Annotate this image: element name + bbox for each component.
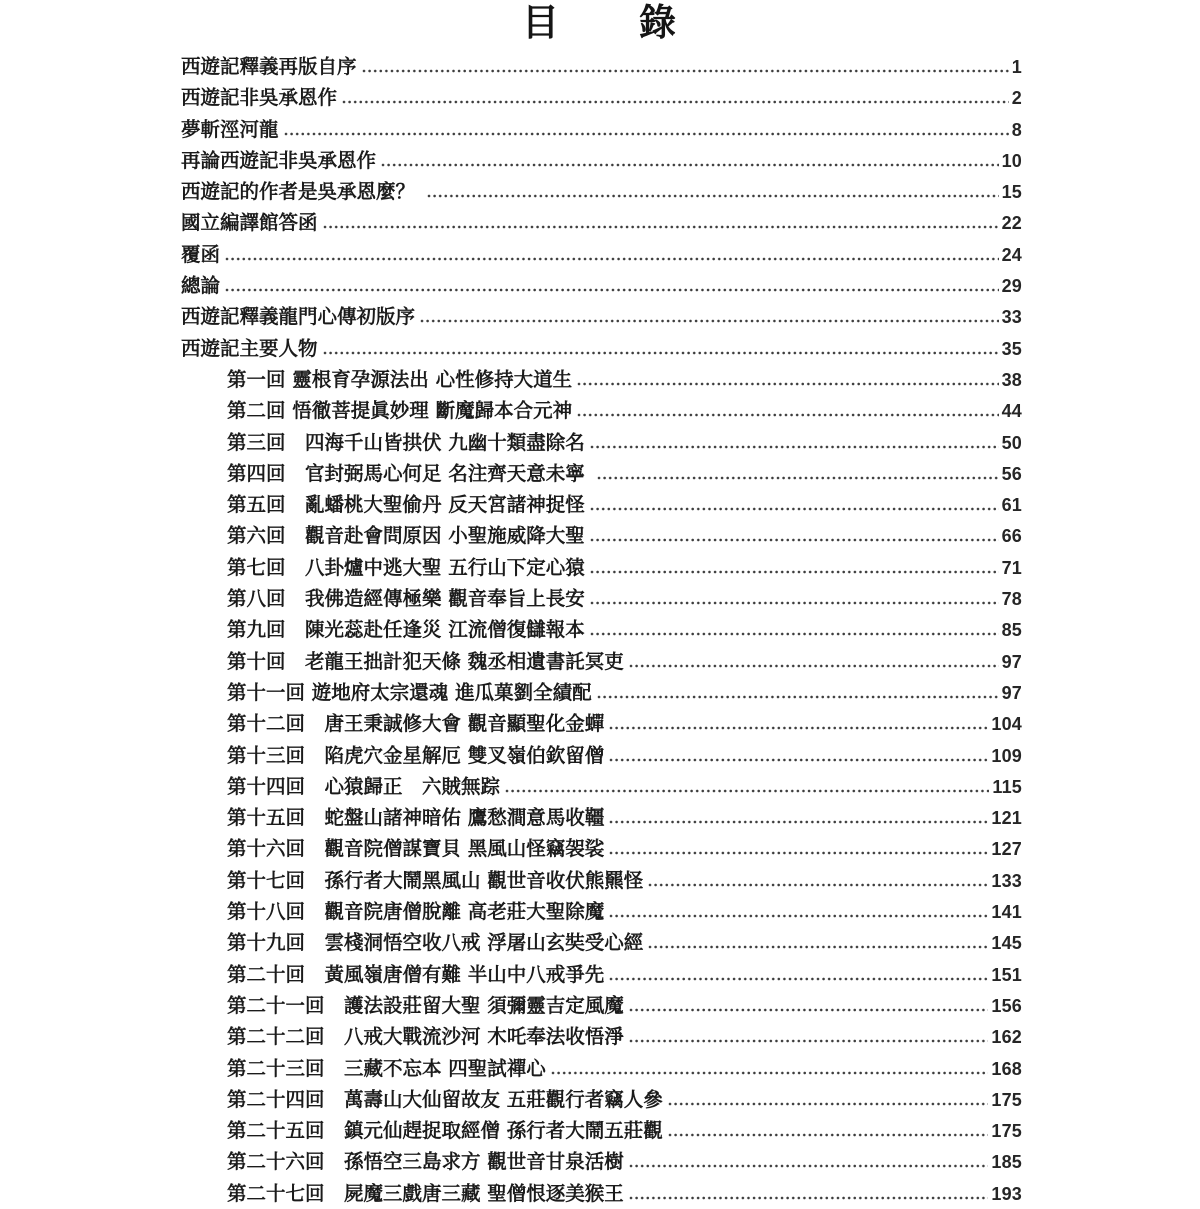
entry-title: 第三回 四海千山皆拱伏 九幽十類盡除名 <box>227 430 585 454</box>
toc-entry <box>181 708 1022 739</box>
dot-leader <box>609 977 988 981</box>
dot-leader <box>362 69 1009 73</box>
toc-entry <box>181 1178 1022 1209</box>
page-number: 162 <box>991 1027 1022 1048</box>
page-number: 50 <box>1001 432 1022 453</box>
toc-entry <box>181 239 1022 270</box>
toc-entry <box>181 333 1022 364</box>
page-number: 121 <box>991 808 1022 829</box>
page-number: 35 <box>1001 338 1022 359</box>
page-number: 141 <box>991 902 1022 923</box>
page-number: 22 <box>1001 213 1022 234</box>
entry-title: 第十二回 唐王秉誠修大會 觀音顯聖化金蟬 <box>227 712 605 736</box>
page-number: 168 <box>991 1058 1022 1079</box>
toc-entry <box>181 520 1022 551</box>
entry-title: 第七回 八卦爐中逃大聖 五行山下定心猿 <box>227 555 585 579</box>
page-number: 78 <box>1001 589 1022 610</box>
toc-entry <box>181 145 1022 176</box>
page-number: 85 <box>1001 620 1022 641</box>
toc-entry <box>181 959 1022 990</box>
dot-leader <box>590 445 999 449</box>
dot-leader <box>225 257 999 261</box>
dot-leader <box>590 570 999 574</box>
entry-title: 西遊記釋義龍門心傳初版序 <box>181 305 416 329</box>
dot-leader <box>225 288 999 292</box>
entry-title: 夢斬涇河龍 <box>181 117 279 141</box>
entry-title: 西遊記釋義再版自序 <box>181 55 357 78</box>
page-number: 145 <box>991 933 1022 954</box>
dot-leader <box>381 163 999 167</box>
page-number: 8 <box>1011 119 1022 140</box>
entry-title: 再論西遊記非吳承恩作 <box>181 148 377 172</box>
page-number: 38 <box>1001 369 1022 390</box>
toc-entry <box>181 1053 1022 1084</box>
page-number: 127 <box>991 839 1022 860</box>
toc-entry <box>181 458 1022 489</box>
dot-leader <box>629 1196 989 1200</box>
entry-title: 第二十四回 萬壽山大仙留故友 五莊觀行者竊人參 <box>227 1087 663 1111</box>
dot-leader <box>590 632 999 636</box>
entry-title: 西遊記主要人物 <box>181 336 318 360</box>
dot-leader <box>648 883 988 887</box>
page-number: 193 <box>991 1183 1022 1204</box>
entry-title: 第一回 靈根育孕源法出 心性修持大道生 <box>227 367 573 391</box>
dot-leader <box>629 664 999 668</box>
toc-entry <box>181 646 1022 677</box>
page-number: 175 <box>991 1121 1022 1142</box>
page-number: 44 <box>1001 401 1022 422</box>
page-number: 151 <box>991 964 1022 985</box>
dot-leader <box>668 1102 989 1106</box>
dot-leader <box>629 1039 989 1043</box>
page-number: 2 <box>1011 88 1022 109</box>
dot-leader <box>597 695 999 699</box>
page-number: 97 <box>1001 651 1022 672</box>
toc-entry <box>181 802 1022 833</box>
dot-leader <box>609 758 988 762</box>
page-number: 71 <box>1001 557 1022 578</box>
page-number: 115 <box>992 776 1022 797</box>
toc-entry <box>181 614 1022 645</box>
toc-entry <box>181 1115 1022 1146</box>
entry-title: 國立編譯館答函 <box>181 211 318 235</box>
toc-entry <box>181 740 1022 771</box>
dot-leader <box>590 507 999 511</box>
dot-leader <box>577 382 999 386</box>
dot-leader <box>609 820 988 824</box>
entry-title: 第十六回 觀音院僧謀寶貝 黑風山怪竊袈裟 <box>227 837 605 861</box>
toc-entry <box>181 865 1022 896</box>
entry-title: 第十九回 雲棧洞悟空收八戒 浮屠山玄奘受心經 <box>227 931 644 955</box>
toc-entry <box>181 395 1022 426</box>
entry-title: 西遊記的作者是吳承恩麼？ <box>181 180 422 204</box>
page-number: 61 <box>1001 495 1022 516</box>
dot-leader <box>420 319 999 323</box>
page-number: 24 <box>1001 244 1022 265</box>
toc-entry <box>181 896 1022 927</box>
entry-title: 第十五回 蛇盤山諸神暗佑 鷹愁澗意馬收韁 <box>227 806 605 830</box>
toc-entry <box>181 677 1022 708</box>
entry-title: 第二十五回 鎮元仙趕捉取經僧 孫行者大鬧五莊觀 <box>227 1119 663 1143</box>
dot-leader <box>342 100 1009 104</box>
toc-list <box>181 51 1022 1209</box>
page-number: 29 <box>1001 276 1022 297</box>
entry-title: 覆函 <box>181 242 221 266</box>
entry-title: 第二回 悟徹菩提眞妙理 斷魔歸本合元神 <box>227 399 573 423</box>
entry-title: 第二十一回 護法設莊留大聖 須彌靈吉定風魔 <box>227 993 624 1017</box>
dot-leader <box>590 538 999 542</box>
page-number: 33 <box>1001 307 1022 328</box>
toc-entry <box>181 51 1022 82</box>
toc-entry <box>181 301 1022 332</box>
dot-leader <box>551 1071 989 1075</box>
entry-title: 第五回 亂蟠桃大聖偷丹 反天宮諸神捉怪 <box>227 493 585 517</box>
page-number: 15 <box>1001 182 1022 203</box>
page-number: 175 <box>991 1089 1022 1110</box>
dot-leader <box>668 1133 989 1137</box>
page-number: 156 <box>991 995 1022 1016</box>
toc-entry <box>181 207 1022 238</box>
toc-entry <box>181 552 1022 583</box>
entry-title: 第十四回 心猿歸正 六賊無踪 <box>227 774 501 798</box>
entry-title: 總論 <box>181 274 221 298</box>
entry-title: 第十八回 觀音院唐僧脫離 高老莊大聖除魔 <box>227 900 605 924</box>
toc-entry <box>181 1084 1022 1115</box>
page-number: 1 <box>1011 57 1022 77</box>
entry-title: 第二十三回 三藏不忘本 四聖試禪心 <box>227 1056 546 1080</box>
entry-title: 第二十六回 孫悟空三島求方 觀世音甘泉活樹 <box>227 1150 624 1174</box>
entry-title: 第二十七回 屍魔三戲唐三藏 聖僧恨逐美猴王 <box>227 1181 624 1205</box>
toc-entry <box>181 82 1022 113</box>
dot-leader <box>505 789 989 793</box>
page-number: 56 <box>1001 463 1022 484</box>
toc-entry <box>181 489 1022 520</box>
entry-title: 第九回 陳光蕊赴任逢災 江流僧復讎報本 <box>227 618 585 642</box>
toc-entry <box>181 427 1022 458</box>
page-number: 185 <box>991 1152 1022 1173</box>
toc-entry <box>181 1021 1022 1052</box>
dot-leader <box>609 914 988 918</box>
toc-entry <box>181 270 1022 301</box>
page-number: 10 <box>1001 150 1022 171</box>
toc-entry <box>181 1146 1022 1177</box>
toc-entry <box>181 927 1022 958</box>
entry-title: 第四回 官封弼馬心何足 名注齊天意未寧 <box>227 461 592 485</box>
entry-title: 第十三回 陷虎穴金星解厄 雙叉嶺伯欽留僧 <box>227 743 605 767</box>
page-number: 104 <box>991 714 1022 735</box>
dot-leader <box>427 194 999 198</box>
entry-title: 第十回 老龍王拙計犯天條 魏丞相遺書託冥吏 <box>227 649 624 673</box>
dot-leader <box>590 601 999 605</box>
dot-leader <box>648 945 988 949</box>
toc-entry <box>181 583 1022 614</box>
page-number: 66 <box>1001 526 1022 547</box>
entry-title: 第六回 觀音赴會問原因 小聖施威降大聖 <box>227 524 585 548</box>
page-title: 目 錄 <box>522 0 678 44</box>
dot-leader <box>577 413 999 417</box>
toc-entry <box>181 114 1022 145</box>
page-number: 109 <box>991 745 1022 766</box>
entry-title: 第八回 我佛造經傳極樂 觀音奉旨上長安 <box>227 587 585 611</box>
dot-leader <box>629 1164 989 1168</box>
entry-title: 第二十二回 八戒大戰流沙河 木吒奉法收悟淨 <box>227 1025 624 1049</box>
entry-title: 西遊記非吳承恩作 <box>181 86 338 110</box>
toc-entry <box>181 364 1022 395</box>
dot-leader <box>323 351 999 355</box>
dot-leader <box>629 1008 989 1012</box>
page-number: 97 <box>1001 682 1022 703</box>
dot-leader <box>323 225 999 229</box>
entry-title: 第二十回 黃風嶺唐僧有難 半山中八戒爭先 <box>227 962 605 986</box>
toc-entry <box>181 176 1022 207</box>
entry-title: 第十一回 遊地府太宗還魂 進瓜菓劉全績配 <box>227 680 592 704</box>
page-number: 133 <box>991 870 1022 891</box>
toc-entry <box>181 990 1022 1021</box>
dot-leader <box>597 476 999 480</box>
toc-entry <box>181 771 1022 802</box>
dot-leader <box>609 726 988 730</box>
toc-entry <box>181 833 1022 864</box>
dot-leader <box>284 132 1009 136</box>
dot-leader <box>609 851 988 855</box>
entry-title: 第十七回 孫行者大鬧黑風山 觀世音收伏熊羆怪 <box>227 868 644 892</box>
